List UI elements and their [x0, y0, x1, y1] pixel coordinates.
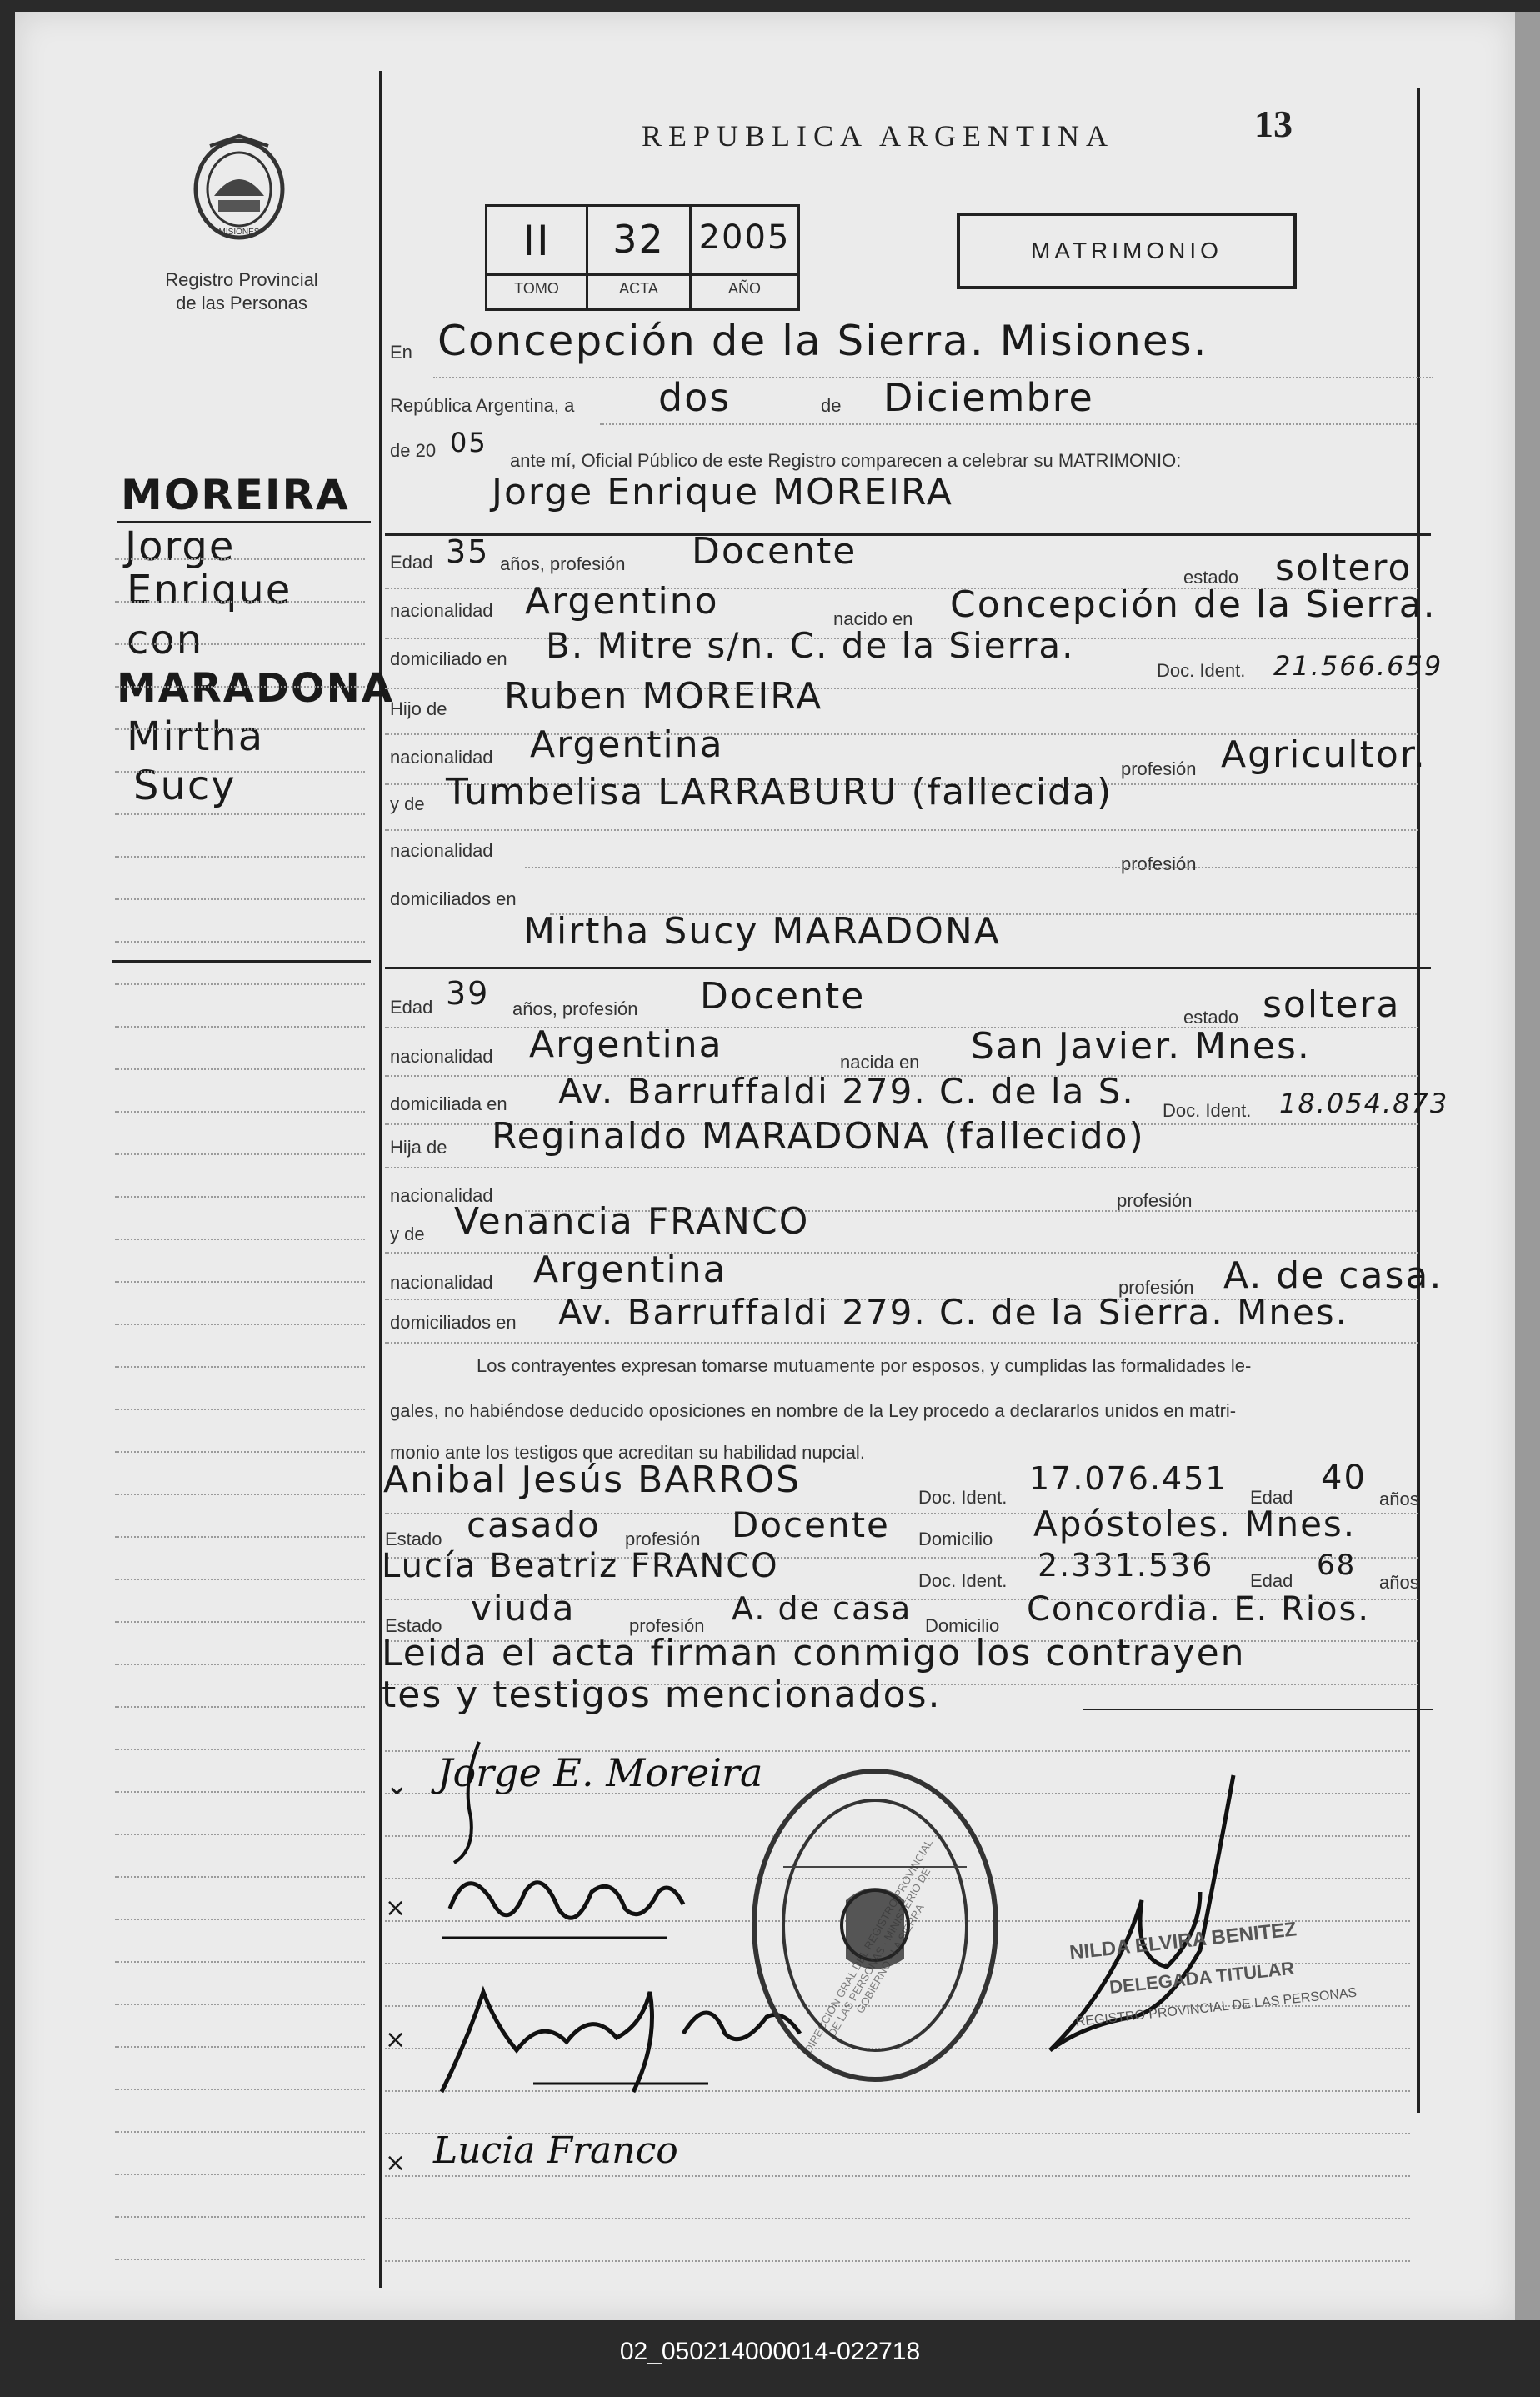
- margin-ruled-line: [115, 1791, 365, 1793]
- margin-ruled-line: [115, 1834, 365, 1835]
- witness2-anos: años: [1379, 1572, 1419, 1593]
- margin-ruled-line: [115, 2089, 365, 2090]
- margin-ruled-line: [115, 1961, 365, 1963]
- groom-mother-prof-label: profesión: [1121, 853, 1197, 874]
- witness2-estado-label: Estado: [385, 1615, 442, 1636]
- witness2-edad-label: Edad: [1250, 1570, 1293, 1591]
- page-edge: [1515, 12, 1540, 2320]
- groom-edad-label: Edad: [390, 552, 433, 573]
- groom-domiciliados-label: domiciliados en: [390, 888, 517, 909]
- bride-mother-nac-label: nacionalidad: [390, 1272, 493, 1293]
- ano-label: AÑO: [728, 280, 761, 297]
- margin-ruled-line: [115, 1196, 365, 1198]
- tomo-value: II: [522, 217, 551, 265]
- bride-doc-label: Doc. Ident.: [1162, 1100, 1252, 1121]
- bride-mother-prof-label: profesión: [1118, 1277, 1194, 1298]
- margin-ruled-line: [115, 1621, 365, 1623]
- groom-nac-label: nacionalidad: [390, 600, 493, 621]
- signature-ruled-line: [385, 2175, 1410, 2177]
- groom-estado: soltero: [1275, 547, 1412, 589]
- bride-mother-prof: A. de casa.: [1223, 1254, 1443, 1297]
- bride-edad: 39: [446, 975, 490, 1012]
- registry-name: Registro Provincial de las Personas: [165, 269, 318, 313]
- witness1-profesion: Docente: [732, 1504, 890, 1545]
- margin-ruled-line: [115, 813, 365, 815]
- signature-bride: [433, 1859, 700, 1950]
- witness1-prof-label: profesión: [625, 1529, 701, 1549]
- margin-ruled-line: [115, 1706, 365, 1708]
- bride-nacida: San Javier. Mnes.: [971, 1025, 1311, 1068]
- witness1-estado: casado: [467, 1504, 601, 1545]
- bride-domicilio: Av. Barruffaldi 279. C. de la S.: [558, 1071, 1135, 1112]
- witness1-anos: años: [1379, 1489, 1419, 1509]
- bride-profesion: Docente: [700, 975, 866, 1018]
- bride-domiciliados: Av. Barruffaldi 279. C. de la Sierra. Mnes.: [558, 1292, 1349, 1333]
- scan-caption: 02_050214000014-022718: [619, 2338, 921, 2365]
- record-type-box: MATRIMONIO: [957, 213, 1297, 289]
- de-label: de: [821, 395, 842, 416]
- margin-ruled-line: [115, 983, 365, 985]
- margin-connector: con: [127, 617, 204, 663]
- groom-anos-label: años, profesión: [500, 553, 626, 574]
- bride-domiciliados-label: domiciliados en: [390, 1312, 517, 1333]
- groom-nacido: Concepción de la Sierra.: [950, 583, 1437, 626]
- bride-nacida-label: nacida en: [840, 1052, 920, 1073]
- margin-ruled-line: [115, 898, 365, 900]
- tomo-label: TOMO: [514, 280, 559, 297]
- groom-mother-label: y de: [390, 793, 425, 814]
- margin-ruled-line: [115, 1876, 365, 1878]
- sig-mark-1: ⌄: [385, 1769, 411, 1802]
- groom-father-label: Hijo de: [390, 698, 448, 719]
- witness1-doc: 17.076.451: [1029, 1460, 1228, 1497]
- svg-text:MISIONES: MISIONES: [218, 228, 260, 237]
- margin-ruled-line: [115, 2216, 365, 2218]
- margin-ruled-line: [115, 1409, 365, 1410]
- margin-ruled-line: [115, 1664, 365, 1665]
- bride-dom-label: domiciliada en: [390, 1093, 508, 1114]
- groom-father: Ruben MOREIRA: [504, 675, 823, 718]
- groom-nacido-label: nacido en: [833, 608, 913, 629]
- signature-groom-flourish: [429, 1734, 562, 1867]
- groom-father-nac: Argentina: [530, 723, 724, 766]
- declaration-line2: gales, no habiéndose deducido oposiciones en nombre de la Ley procedo a declararlos unidos en matri-: [390, 1400, 1237, 1421]
- witness1-edad: 40: [1321, 1459, 1367, 1497]
- margin-groom-given2: Enrique: [127, 567, 292, 613]
- margin-ruled-line: [115, 1494, 365, 1495]
- margin-ruled-line: [115, 1366, 365, 1368]
- groom-edad: 35: [446, 533, 490, 570]
- bride-estado: soltera: [1262, 983, 1401, 1026]
- margin-ruled-line: [115, 856, 365, 858]
- margin-ruled-line: [115, 643, 365, 645]
- de20-label: de 20: [390, 440, 437, 461]
- witness1-edad-label: Edad: [1250, 1487, 1293, 1508]
- witness1-dom-label: Domicilio: [918, 1529, 993, 1549]
- seal-text: DIRECCION GRAL DEL REGISTRO PROVINCIAL DE LAS PERSONAS · MINISTERIO DE GOBIERNO · LA SIERRA: [802, 1837, 935, 2055]
- margin-ruled-line: [115, 558, 365, 560]
- margin-ruled-line: [115, 2259, 365, 2260]
- margin-ruled-line: [115, 1451, 365, 1453]
- margin-ruled-line: [115, 771, 365, 773]
- declaration-line3: monio ante los testigos que acreditan su habilidad nupcial.: [390, 1442, 865, 1463]
- acta-label: ACTA: [619, 280, 658, 297]
- signature-groom: Jorge E. Moreira: [438, 1750, 763, 1795]
- margin-ruled-line: [115, 601, 365, 603]
- margin-ruled-line: [115, 1919, 365, 1920]
- margin-bride-surname: MARADONA: [117, 665, 394, 712]
- closing-line2: tes y testigos mencionados.: [382, 1674, 942, 1716]
- margin-ruled-line: [115, 2046, 365, 2048]
- bride-father-label: Hija de: [390, 1137, 448, 1158]
- margin-ruled-line: [115, 728, 365, 730]
- ano-value: 2005: [698, 218, 791, 257]
- groom-doc: 21.566.659: [1273, 650, 1443, 682]
- bride-father-nac-label: nacionalidad: [390, 1185, 493, 1206]
- margin-groom-surname: MOREIRA: [121, 471, 350, 519]
- margin-ruled-line: [115, 1579, 365, 1580]
- officer-title: DELEGADA TITULAR: [1108, 1957, 1296, 1998]
- bride-mother: Venancia FRANCO: [454, 1200, 810, 1243]
- groom-father-nac-label: nacionalidad: [390, 747, 493, 768]
- witness2-dom-label: Domicilio: [925, 1615, 1000, 1636]
- margin-ruled-line: [115, 1111, 365, 1113]
- bride-mother-label: y de: [390, 1224, 425, 1244]
- closing-line1: Leida el acta firman conmigo los contrayen: [382, 1632, 1246, 1674]
- margin-ruled-line: [115, 2131, 365, 2133]
- officer-name: NILDA ELVIRA BENITEZ: [1068, 1918, 1298, 1964]
- margin-ruled-line: [115, 1239, 365, 1240]
- margin-ruled-line: [115, 2174, 365, 2175]
- groom-doc-label: Doc. Ident.: [1157, 660, 1246, 681]
- margin-ruled-line: [115, 1749, 365, 1750]
- margin-ruled-line: [115, 1153, 365, 1155]
- en-label: En: [390, 342, 412, 363]
- groom-name: Jorge Enrique MOREIRA: [492, 471, 953, 513]
- officer-registry: REGISTRO PROVINCIAL DE LAS PERSONAS: [1075, 1985, 1358, 2029]
- declaration-line1: Los contrayentes expresan tomarse mutuamente por esposos, y cumplidas las formalidades le-: [477, 1355, 1252, 1376]
- witness2-doc: 2.331.536: [1038, 1547, 1214, 1584]
- republica-label: República Argentina, a: [390, 395, 575, 416]
- margin-ruled-line: [115, 1324, 365, 1325]
- groom-domicilio: B. Mitre s/n. C. de la Sierra.: [546, 625, 1075, 666]
- statement-text: ante mí, Oficial Público de este Registro comparecen a celebrar su MATRIMONIO:: [510, 450, 1182, 471]
- margin-section-divider: [112, 960, 371, 963]
- month-value: Diciembre: [883, 375, 1094, 420]
- country-heading: REPUBLICA ARGENTINA: [642, 119, 1115, 153]
- margin-groom-given: Jorge: [125, 523, 236, 570]
- witness2-profesion: A. de casa: [732, 1590, 912, 1627]
- bride-nacionalidad: Argentina: [529, 1023, 723, 1066]
- bride-nac-label: nacionalidad: [390, 1046, 493, 1067]
- groom-profesion: Docente: [692, 530, 858, 573]
- signature-ruled-line: [385, 2218, 1410, 2219]
- witness1-name: Anibal Jesús BARROS: [383, 1459, 802, 1501]
- witness2-edad: 68: [1317, 1549, 1357, 1582]
- bride-father: Reginaldo MARADONA (fallecido): [492, 1115, 1145, 1158]
- witness2-domicilio: Concordia. E. Rios.: [1027, 1590, 1371, 1629]
- tomo-acta-box: [485, 204, 800, 311]
- margin-bride-given2: Sucy: [133, 763, 237, 809]
- bride-name: Mirtha Sucy MARADONA: [523, 910, 1001, 953]
- left-column-divider: [379, 71, 382, 2288]
- groom-father-prof: Agricultor.: [1221, 733, 1427, 776]
- witness2-doc-label: Doc. Ident.: [918, 1570, 1008, 1591]
- provincial-emblem-icon: [185, 129, 293, 250]
- groom-mother: Tumbelisa LARRABURU (fallecida): [446, 771, 1113, 813]
- witness1-domicilio: Apóstoles. Mnes.: [1033, 1504, 1357, 1544]
- page-number: 13: [1254, 103, 1292, 145]
- bride-father-prof-label: profesión: [1117, 1190, 1192, 1211]
- witness2-estado: viuda: [471, 1588, 576, 1629]
- groom-estado-label: estado: [1183, 567, 1239, 588]
- groom-dom-label: domiciliado en: [390, 648, 508, 669]
- margin-bride-given: Mirtha: [127, 713, 265, 760]
- witness2-prof-label: profesión: [629, 1615, 705, 1636]
- margin-ruled-line: [115, 2004, 365, 2005]
- place-value: Concepción de la Sierra. Misiones.: [438, 317, 1208, 365]
- acta-value: 32: [612, 217, 665, 262]
- bride-doc: 18.054.873: [1279, 1088, 1449, 1119]
- bride-anos-label: años, profesión: [512, 998, 638, 1019]
- margin-ruled-line: [115, 941, 365, 943]
- witness1-doc-label: Doc. Ident.: [918, 1487, 1008, 1508]
- groom-mother-nac-label: nacionalidad: [390, 840, 493, 861]
- day-value: dos: [658, 375, 732, 420]
- margin-ruled-line: [115, 1281, 365, 1283]
- witness2-name: Lucía Beatriz FRANCO: [382, 1547, 779, 1585]
- witness1-estado-label: Estado: [385, 1529, 442, 1549]
- margin-ruled-line: [115, 686, 365, 688]
- margin-ruled-line: [115, 1026, 365, 1028]
- groom-nacionalidad: Argentino: [525, 580, 719, 623]
- groom-father-prof-label: profesión: [1121, 758, 1197, 779]
- bride-estado-label: estado: [1183, 1007, 1239, 1028]
- signature-ruled-line: [385, 2260, 1410, 2262]
- year-suffix: 05: [450, 427, 488, 458]
- margin-ruled-line: [115, 1536, 365, 1538]
- bride-edad-label: Edad: [390, 997, 433, 1018]
- signature-witness2: Lucia Franco: [433, 2129, 678, 2172]
- bride-mother-nac: Argentina: [533, 1249, 728, 1291]
- margin-ruled-line: [115, 1068, 365, 1070]
